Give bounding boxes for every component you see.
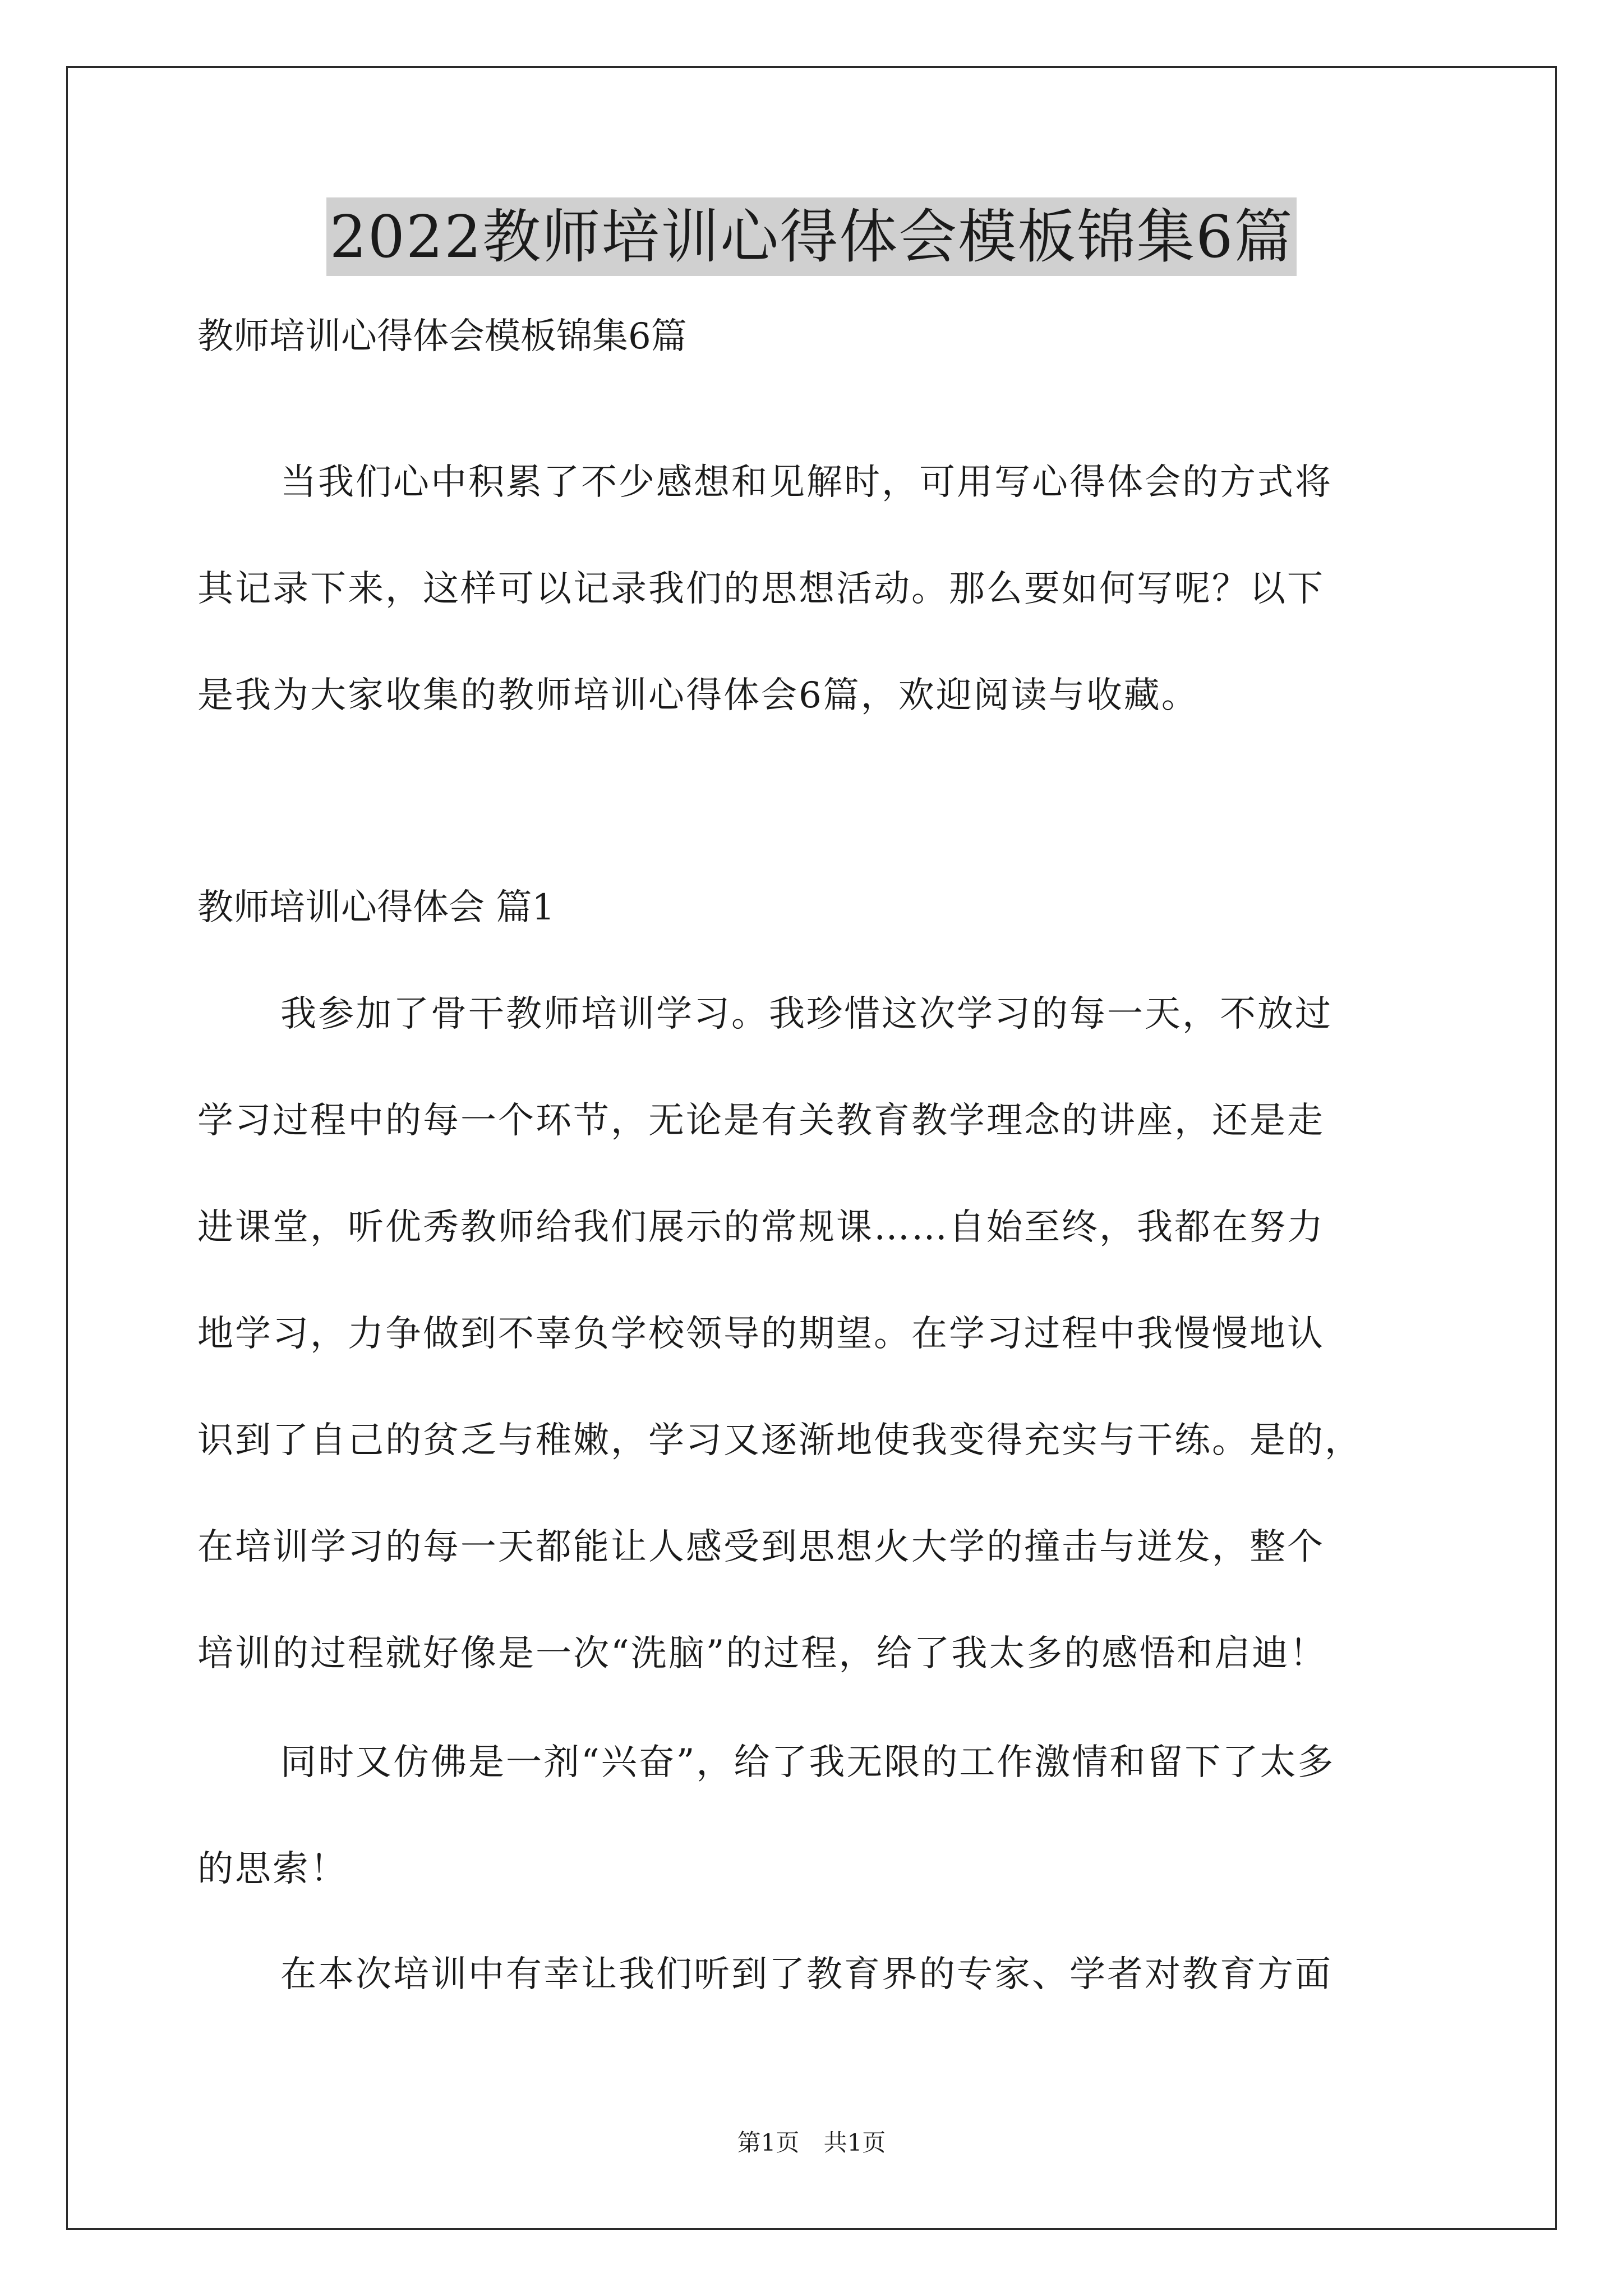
subtitle-block bbox=[197, 314, 1431, 359]
paragraph-line: 的思索！ bbox=[197, 1848, 348, 1890]
document-title: 2022教师培训心得体会模板锦集6篇 bbox=[326, 197, 1297, 276]
title-container bbox=[0, 197, 1623, 276]
page-footer: 第1页 共1页 bbox=[737, 2129, 886, 2156]
paragraph-line: 同时又仿佛是一剂“兴奋”，给了我无限的工作激情和留下了太多 bbox=[280, 1742, 1335, 1783]
intro-line: 是我为大家收集的教师培训心得体会6篇，欢迎阅读与收藏。 bbox=[197, 675, 1199, 716]
paragraph-line: 在本次培训中有幸让我们听到了教育界的专家、学者对教育方面 bbox=[280, 1954, 1332, 1995]
paragraph-line: 识到了自己的贫乏与稚嫩，学习又逐渐地使我变得充实与干练。是的， bbox=[197, 1420, 1362, 1461]
section-paragraph-2 bbox=[197, 1740, 1431, 1953]
section-heading: 教师培训心得体会 篇1 bbox=[197, 887, 555, 928]
section-paragraph-1 bbox=[197, 992, 1431, 1738]
paragraph-line: 学习过程中的每一个环节，无论是有关教育教学理念的讲座，还是走 bbox=[197, 1100, 1325, 1142]
paragraph-line: 我参加了骨干教师培训学习。我珍惜这次学习的每一天，不放过 bbox=[280, 993, 1332, 1035]
section-paragraph-3 bbox=[197, 1952, 1431, 1997]
intro-line: 其记录下来，这样可以记录我们的思想活动。那么要如何写呢？以下 bbox=[197, 568, 1325, 610]
paragraph-line: 培训的过程就好像是一次“洗脑”的过程，给了我太多的感悟和启迪！ bbox=[197, 1633, 1327, 1674]
paragraph-line: 地学习，力争做到不辜负学校领导的期望。在学习过程中我慢慢地认 bbox=[197, 1313, 1325, 1355]
paragraph-line: 在培训学习的每一天都能让人感受到思想火大学的撞击与迸发，整个 bbox=[197, 1526, 1325, 1568]
paragraph-line: 进课堂，听优秀教师给我们展示的常规课……自始至终，我都在努力 bbox=[197, 1207, 1325, 1248]
intro-paragraph bbox=[197, 460, 1431, 780]
section-heading-block bbox=[197, 885, 1431, 930]
intro-line: 当我们心中积累了不少感想和见解时，可用写心得体会的方式将 bbox=[280, 462, 1332, 503]
document-subtitle: 教师培训心得体会模板锦集6篇 bbox=[197, 316, 687, 357]
